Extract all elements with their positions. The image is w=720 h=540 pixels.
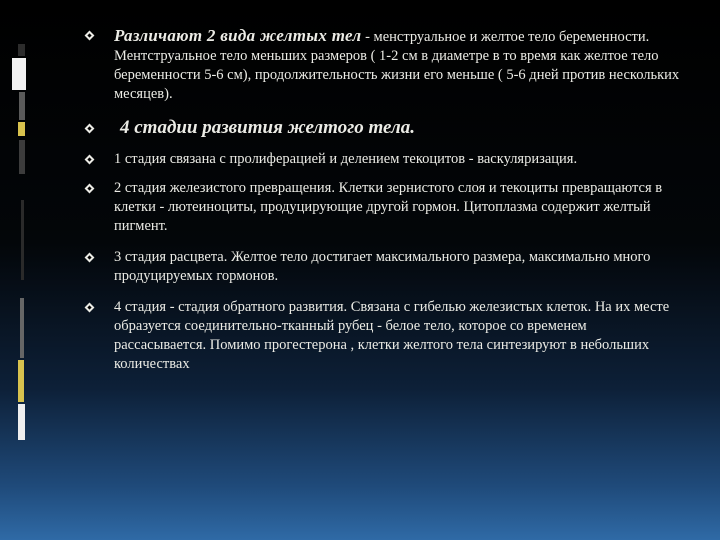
item-lead: Различают 2 вида желтых тел <box>114 26 362 45</box>
item-text: 3 стадия расцвета. Желтое тело достигает максимального размера, максимально много продуцируемых гормонов. <box>114 249 651 284</box>
left-decoration-bars <box>0 0 34 540</box>
list-item <box>82 150 682 169</box>
item-text: 2 стадия железистого превращения. Клетки зернистого слоя и текоциты превращаются в клетки - лютеиноциты, продуцирующие другой гормон. Цитоплазма содержит желтый пигмент. <box>114 180 663 234</box>
item-text: 4 стадии развития желтого тела. <box>120 117 415 138</box>
bullet-icon <box>85 184 95 194</box>
list-item <box>82 26 682 104</box>
bullet-icon <box>85 303 95 313</box>
item-text: 1 стадия связана с пролиферацией и делением текоцитов - васкуляризация. <box>114 151 578 167</box>
deco-bar <box>18 404 25 440</box>
deco-bar <box>19 92 25 120</box>
bullet-icon <box>85 31 95 41</box>
list-item <box>82 179 682 236</box>
item-text: - менструальное и желтое тело беременности. Ментструальное тело меньших размеров ( 1-2 см в диаметре в то время как желтое тело беременности 5-6 см), продолжительность жизни его меньше ( 5-6 дней против нескольких месяцев). <box>114 29 680 102</box>
bullet-icon <box>85 124 95 134</box>
deco-bar <box>21 200 24 280</box>
deco-bar <box>20 298 24 358</box>
deco-bar <box>18 122 25 136</box>
list-item <box>82 298 682 374</box>
deco-bar <box>18 360 24 402</box>
deco-bar <box>18 44 25 56</box>
list-item-heading <box>82 116 682 140</box>
deco-bar <box>19 140 25 174</box>
item-text: 4 стадия - стадия обратного развития. Связана с гибелью железистых клеток. На их месте образуется соединительно-тканный рубец - белое тело, которое со временем рассасывается. Помимо прогестерона , клетки желтого тела синтезируют в небольших количествах <box>114 299 670 372</box>
bullet-icon <box>85 155 95 165</box>
list-item <box>82 248 682 286</box>
slide-content <box>82 26 682 374</box>
deco-bar <box>12 58 26 90</box>
bullet-icon <box>85 253 95 263</box>
